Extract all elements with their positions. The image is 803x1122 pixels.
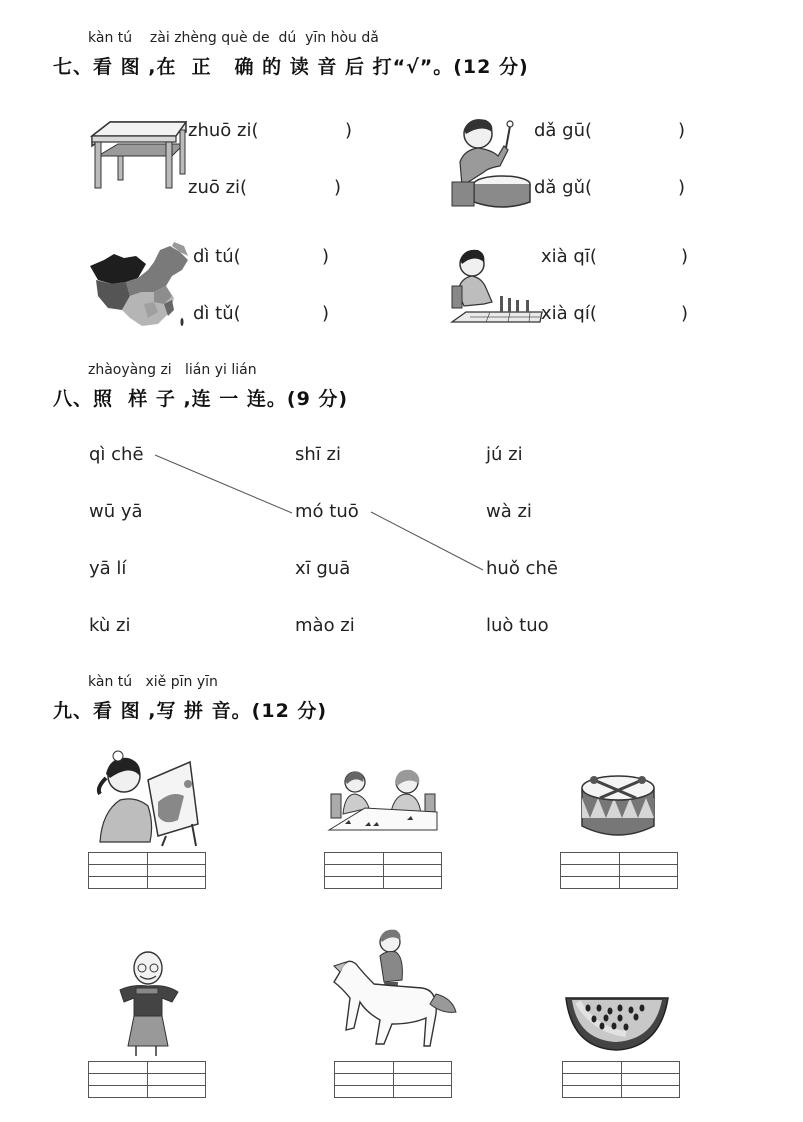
grandpa-playing-harmonica-illustration [112, 950, 184, 1056]
answer-paren-close[interactable]: ) [334, 177, 342, 198]
answer-paren-close[interactable]: ) [678, 177, 686, 198]
answer-paren-close[interactable]: ) [322, 246, 330, 267]
word-luo-tuo[interactable]: luò tuo [486, 615, 549, 636]
answer-paren-close[interactable]: ) [678, 120, 686, 141]
section9-pinyin-hint: kàn tú xiě pīn yīn [88, 674, 218, 690]
option-zuo-zi: zuō zi( [188, 177, 248, 198]
option-di-tu-3: dì tǔ( [193, 303, 241, 324]
word-shi-zi[interactable]: shī zi [295, 444, 341, 465]
word-wu-ya[interactable]: wū yā [89, 501, 143, 522]
option-xia-qi-2: xià qí( [541, 303, 597, 324]
pinyin-writing-grid[interactable] [324, 852, 442, 889]
answer-paren-close[interactable]: ) [322, 303, 330, 324]
pinyin-writing-grid[interactable] [88, 1061, 206, 1098]
pinyin-writing-grid[interactable] [562, 1061, 680, 1098]
pinyin-writing-grid[interactable] [560, 852, 678, 889]
option-di-tu-2: dì tú( [193, 246, 241, 267]
option-da-gu-3: dǎ gǔ( [534, 177, 593, 198]
section9-heading: 九、看 图 ,写 拼 音。(12 分) [53, 700, 328, 722]
answer-paren-close[interactable]: ) [681, 246, 689, 267]
pinyin-writing-grid[interactable] [334, 1061, 452, 1098]
drum-illustration [578, 772, 658, 842]
boy-riding-horse-illustration [326, 928, 458, 1054]
section7-pinyin-hint: kàn tú zài zhèng què de dú yīn hòu dǎ [88, 30, 379, 46]
section8-pinyin-hint: zhàoyàng zi lián yi lián [88, 362, 257, 378]
word-mao-zi[interactable]: mào zi [295, 615, 355, 636]
pinyin-writing-grid[interactable] [88, 852, 206, 889]
option-xia-qi-1: xià qī( [541, 246, 597, 267]
word-huo-che[interactable]: huǒ chē [486, 558, 558, 579]
section7-heading: 七、看 图 ,在 正 确 的 读 音 后 打“√”。(12 分) [53, 56, 529, 78]
word-qi-che[interactable]: qì chē [89, 444, 144, 465]
watermelon-illustration [564, 994, 670, 1052]
word-wa-zi[interactable]: wà zi [486, 501, 532, 522]
girls-folding-paper-illustration [325, 768, 441, 838]
section8-heading: 八、照 样 子 ,连 一 连。(9 分) [53, 388, 349, 410]
girl-painting-illustration [92, 750, 204, 846]
answer-paren-close[interactable]: ) [681, 303, 689, 324]
option-da-gu-1: dǎ gū( [534, 120, 593, 141]
answer-paren-close[interactable]: ) [345, 120, 353, 141]
word-ku-zi[interactable]: kù zi [89, 615, 131, 636]
word-xi-gua[interactable]: xī guā [295, 558, 351, 579]
word-ju-zi[interactable]: jú zi [486, 444, 523, 465]
word-ya-li[interactable]: yā lí [89, 558, 127, 579]
option-zhuo-zi: zhuō zi( [188, 120, 259, 141]
word-mo-tuo[interactable]: mó tuō [295, 501, 359, 522]
